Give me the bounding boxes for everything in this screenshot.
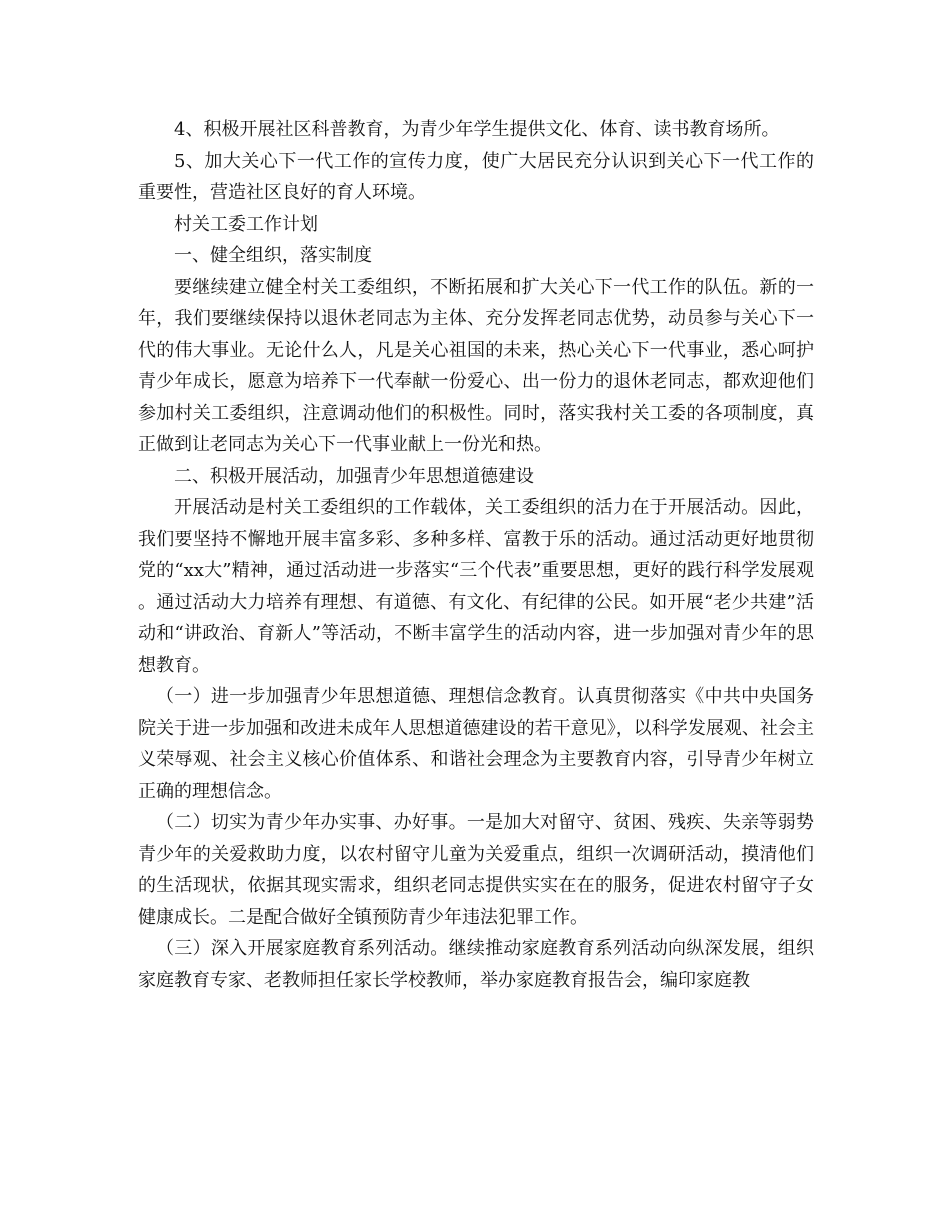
heading-2: 二、积极开展活动，加强青少年思想道德建设: [174, 465, 534, 487]
paragraph-organization: 要继续建立健全村关工委组织，不断拓展和扩大关心下一代工作的队伍。新的一年，我们要继续保持以退休老同志为主体、充分发挥老同志优势，动员参与关心下一代的伟大事业。无论什么人，凡是关心祖国的未来，热心关心下一代事业，悉心呵护青少年成长，愿意为培养下一代奉献一份爱心、出一份力的退休老同志，都欢迎他们参加村关工委组织，注意调动他们的积极性。同时，落实我村关工委的各项制度，真正做到让老同志为关心下一代事业献上一份光和热。: [138, 276, 814, 455]
document-body: [138, 114, 814, 996]
section-title: 村关工委工作计划: [174, 213, 318, 235]
paragraph-sub-1: （一）进一步加强青少年思想道德、理想信念教育。认真贯彻落实《中共中央国务院关于进一步加强和改进未成年人思想道德建设的若干意见》，以科学发展观、社会主义荣辱观、社会主义核心价值体系、和谐社会理念为主要教育内容，引导青少年树立正确的理想信念。: [138, 686, 814, 802]
heading-1: 一、健全组织，落实制度: [174, 245, 372, 266]
paragraph-sub-2: （二）切实为青少年办实事、办好事。一是加大对留守、贫困、残疾、失亲等弱势青少年的关爱救助力度，以农村留守儿童为关爱重点，组织一次调研活动，摸清他们的生活现状，依据其现实需求，组织老同志提供实实在在的服务，促进农村留守子女健康成长。二是配合做好全镇预防青少年违法犯罪工作。: [138, 812, 814, 928]
paragraph-item-4: 4、积极开展社区科普教育，为青少年学生提供文化、体育、读书教育场所。: [174, 119, 780, 140]
paragraph-activities: 开展活动是村关工委组织的工作载体，关工委组织的活力在于开展活动。因此，我们要坚持不懈地开展丰富多彩、多种多样、富教于乐的活动。通过活动更好地贯彻党的“xx大”精神，通过活动进一步落实“三个代表”重要思想，更好的践行科学发展观。通过活动大力培养有理想、有道德、有文化、有纪律的公民。如开展“老少共建”活动和“讲政治、育新人”等活动，不断丰富学生的活动内容，进一步加强对青少年的思想教育。: [138, 497, 814, 676]
paragraph-sub-3: （三）深入开展家庭教育系列活动。继续推动家庭教育系列活动向纵深发展，组织家庭教育专家、老教师担任家长学校教师，举办家庭教育报告会，编印家庭教: [138, 938, 814, 991]
paragraph-item-5: 5、加大关心下一代工作的宣传力度，使广大居民充分认识到关心下一代工作的重要性，营造社区良好的育人环境。: [138, 150, 814, 203]
